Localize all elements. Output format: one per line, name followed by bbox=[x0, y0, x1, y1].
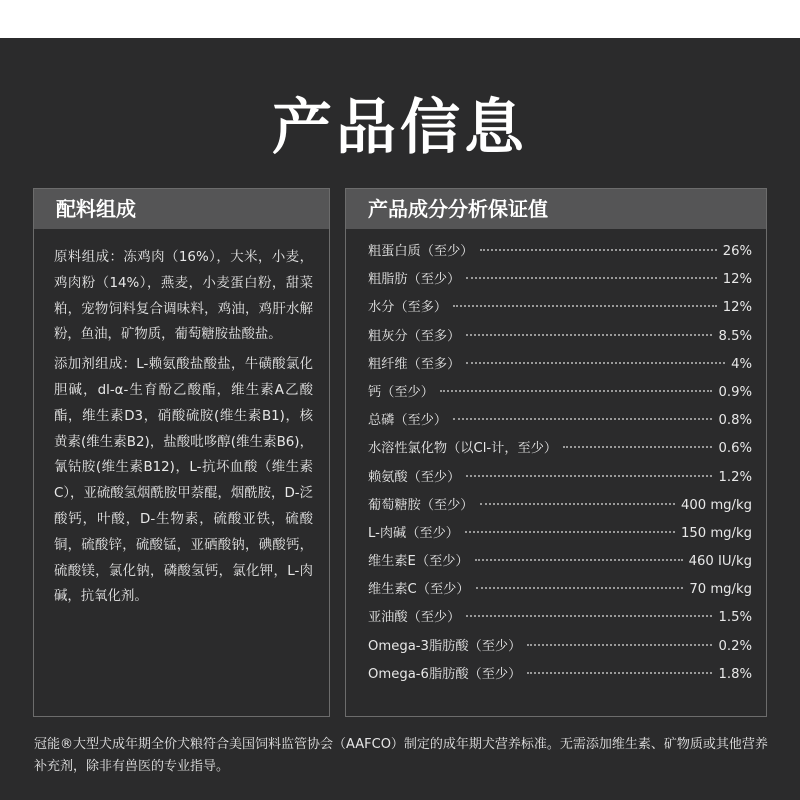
nutrient-name: 水溶性氯化物（以Cl-计，至少） bbox=[368, 441, 558, 457]
nutrient-name: 维生素E（至少） bbox=[368, 554, 469, 570]
nutrient-value: 0.6% bbox=[718, 441, 752, 457]
nutrition-row bbox=[368, 494, 752, 522]
page-title: 产品信息 bbox=[272, 93, 528, 163]
nutrition-row bbox=[368, 522, 752, 550]
nutrient-value: 400 mg/kg bbox=[680, 497, 752, 513]
nutrition-row bbox=[368, 437, 752, 465]
nutrient-value: 12% bbox=[722, 300, 752, 316]
nutrition-row bbox=[368, 466, 752, 494]
nutrition-row bbox=[368, 240, 752, 268]
dot-leader bbox=[466, 334, 712, 336]
dot-leader bbox=[440, 390, 713, 392]
nutrient-value: 1.5% bbox=[718, 610, 752, 626]
nutrient-value: 26% bbox=[722, 244, 752, 259]
nutrient-value: 12% bbox=[722, 272, 752, 288]
nutrient-value: 0.2% bbox=[718, 638, 752, 654]
dot-leader bbox=[465, 531, 675, 533]
dot-leader bbox=[476, 587, 684, 589]
dot-leader bbox=[466, 362, 725, 364]
nutrition-row bbox=[368, 325, 752, 353]
nutrient-name: 赖氨酸（至少） bbox=[368, 469, 461, 485]
additives-paragraph: 添加剂组成：L-赖氨酸盐酸盐，牛磺酸氯化胆碱，dl-α-生育酚乙酸酯，维生素A乙酸酯，维生素D3，硝酸硫胺(维生素B1)，核黄素(维生素B2)，盐酸吡哆醇(维生素B6)，氰钴胺(维生素B12)，L-抗坏血酸（维生素C），亚硫酸氢烟酰胺甲萘醌，烟酰胺，D-泛酸钙，叶酸，D-生物素，硫酸亚铁，硫酸铜，硫酸锌，硫酸锰，亚硒酸钠，碘酸钙，硫酸镁，氯化钠，磷酸氢钙，氯化钾，L-肉碱，抗氧化剂。 bbox=[54, 357, 313, 605]
nutrient-value: 1.2% bbox=[718, 469, 752, 485]
dot-leader bbox=[527, 672, 712, 674]
dot-leader bbox=[480, 249, 717, 251]
nutrient-value: 460 IU/kg bbox=[688, 554, 752, 570]
nutrition-row bbox=[368, 606, 752, 634]
nutrition-row bbox=[368, 381, 752, 409]
nutrient-name: 粗脂肪（至少） bbox=[368, 272, 461, 288]
nutrition-row bbox=[368, 635, 752, 663]
nutrient-value: 150 mg/kg bbox=[680, 525, 752, 541]
nutrient-name: L-肉碱（至少） bbox=[368, 525, 459, 541]
nutrient-name: 总磷（至少） bbox=[368, 413, 448, 429]
raw-materials-paragraph: 原料组成：冻鸡肉（16%），大米，小麦，鸡肉粉（14%），燕麦，小麦蛋白粉，甜菜粕，宠物饲料复合调味料，鸡油，鸡肝水解粉，鱼油，矿物质，葡萄糖胺盐酸盐。 bbox=[54, 250, 313, 343]
nutrition-row bbox=[368, 578, 752, 606]
dot-leader bbox=[453, 418, 712, 420]
nutrient-name: 粗蛋白质（至少） bbox=[368, 244, 474, 259]
nutrient-name: 水分（至多） bbox=[368, 300, 448, 316]
footer-note: 冠能®大型犬成年期全价犬粮符合美国饲料监管协会（AAFCO）制定的成年期犬营养标准。无需添加维生素、矿物质或其他营养补充剂，除非有兽医的专业指导。 bbox=[34, 737, 768, 774]
dot-leader bbox=[475, 559, 683, 561]
nutrient-value: 4% bbox=[731, 356, 752, 372]
nutrient-name: 亚油酸（至少） bbox=[368, 610, 461, 626]
nutrition-row bbox=[368, 268, 752, 296]
ingredients-panel bbox=[33, 188, 330, 717]
dot-leader bbox=[527, 644, 712, 646]
dot-leader bbox=[466, 475, 712, 477]
nutrition-row bbox=[368, 409, 752, 437]
nutrient-name: Omega-6脂肪酸（至少） bbox=[368, 666, 522, 682]
nutrient-name: 维生素C（至少） bbox=[368, 582, 470, 598]
dot-leader bbox=[453, 305, 717, 307]
nutrient-value: 8.5% bbox=[718, 328, 752, 344]
dot-leader bbox=[563, 446, 712, 448]
dot-leader bbox=[480, 503, 675, 505]
nutrition-row bbox=[368, 353, 752, 381]
nutrition-list bbox=[346, 229, 766, 691]
nutrition-row bbox=[368, 663, 752, 691]
dot-leader bbox=[466, 615, 712, 617]
nutrient-value: 0.9% bbox=[718, 384, 752, 400]
nutrition-row bbox=[368, 296, 752, 324]
dot-leader bbox=[466, 277, 716, 279]
nutrient-name: Omega-3脂肪酸（至少） bbox=[368, 638, 522, 654]
nutrition-panel bbox=[345, 188, 767, 717]
nutrient-value: 1.8% bbox=[718, 666, 752, 682]
nutrition-row bbox=[368, 550, 752, 578]
nutrition-panel-title: 产品成分分析保证值 bbox=[346, 189, 766, 229]
ingredients-panel-title: 配料组成 bbox=[34, 189, 329, 229]
nutrient-name: 粗纤维（至多） bbox=[368, 356, 461, 372]
ingredients-body bbox=[34, 229, 329, 610]
nutrient-value: 70 mg/kg bbox=[689, 582, 752, 598]
top-band bbox=[0, 0, 800, 38]
nutrient-name: 钙（至少） bbox=[368, 384, 434, 400]
nutrient-name: 葡萄糖胺（至少） bbox=[368, 497, 474, 513]
nutrient-name: 粗灰分（至多） bbox=[368, 328, 461, 344]
nutrient-value: 0.8% bbox=[718, 413, 752, 429]
